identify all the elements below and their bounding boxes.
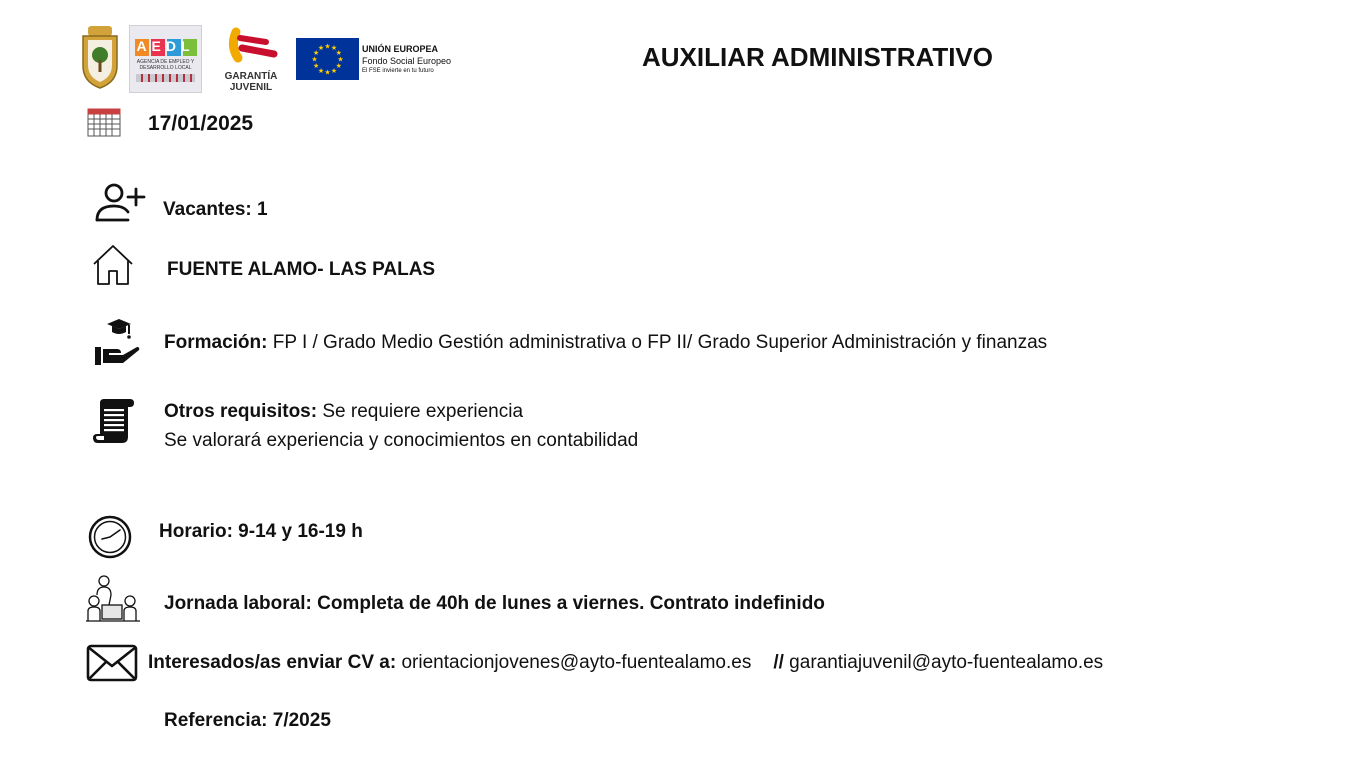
- aedl-logo-text: AEDL: [136, 38, 195, 54]
- contact-label: Interesados/as enviar CV a:: [148, 652, 397, 673]
- requirements-value: Se requiere experiencia: [317, 401, 524, 422]
- garantia-logo-line2: JUVENIL: [229, 82, 273, 93]
- aedl-logo: [129, 25, 202, 93]
- education-label: Formación:: [164, 332, 268, 353]
- contact-separator: //: [773, 652, 784, 673]
- home-icon: [92, 244, 134, 286]
- working-hours: Jornada laboral: Completa de 40h de lunes a viernes. Contrato indefinido: [164, 593, 825, 614]
- vacancies-count: Vacantes: 1: [163, 199, 268, 220]
- eu-star: ★: [317, 45, 325, 53]
- education-requirement: [164, 331, 1047, 355]
- clock-icon: [88, 515, 132, 559]
- eu-logo-tagline: El FSE invierte en tu futuro: [362, 68, 434, 74]
- contact-info: [148, 651, 1103, 675]
- eu-star: ★: [330, 45, 338, 53]
- work-schedule: Horario: 9-14 y 16-19 h: [159, 521, 363, 542]
- eu-star: ★: [311, 56, 318, 64]
- eu-logo-title: UNIÓN EUROPEA: [362, 44, 439, 54]
- eu-star: ★: [335, 63, 342, 70]
- eu-star: ★: [337, 56, 344, 64]
- scroll-document-icon: [92, 399, 136, 445]
- job-location: FUENTE ALAMO- LAS PALAS: [167, 259, 436, 280]
- contact-email-secondary: garantiajuvenil@ayto-fuentealamo.es: [783, 652, 1104, 673]
- garantia-juvenil-logo: [218, 26, 284, 92]
- page-title: AUXILIAR ADMINISTRATIVO: [642, 42, 993, 72]
- aedl-logo-subtitle: AGENCIA DE EMPLEO Y DESARROLLO LOCAL: [136, 59, 195, 71]
- requirements-line2: Se valorará experiencia y conocimientos en contabilidad: [164, 430, 639, 451]
- eu-star: ★: [313, 63, 320, 70]
- municipal-shield-logo: [80, 24, 120, 90]
- publication-date: 17/01/2025: [148, 112, 254, 135]
- eu-star: ★: [324, 43, 331, 51]
- add-user-icon: [94, 182, 146, 224]
- garantia-logo-line1: GARANTÍA: [224, 71, 278, 82]
- meeting-people-icon: [86, 575, 140, 625]
- calendar-icon: [84, 108, 124, 138]
- garantia-juvenil-emblem: [218, 26, 284, 66]
- eu-logo-subtitle: Fondo Social Europeo: [362, 56, 452, 66]
- eu-star: ★: [324, 69, 331, 77]
- reference-number: Referencia: 7/2025: [164, 710, 331, 731]
- education-value: FP I / Grado Medio Gestión administrativa o FP II/ Grado Superior Administración y finanzas: [267, 332, 1048, 353]
- eu-star: ★: [335, 50, 342, 57]
- education-hand-icon: [93, 318, 141, 366]
- eu-star: ★: [317, 67, 325, 75]
- contact-email-primary: orientacionjovenes@ayto-fuentealamo.es: [396, 652, 752, 673]
- eu-star: ★: [330, 67, 338, 75]
- requirements-label: Otros requisitos:: [164, 401, 318, 422]
- envelope-icon: [86, 644, 138, 682]
- eu-star: ★: [313, 50, 320, 57]
- eu-flag-logo: [296, 38, 359, 80]
- other-requirements: [164, 400, 523, 424]
